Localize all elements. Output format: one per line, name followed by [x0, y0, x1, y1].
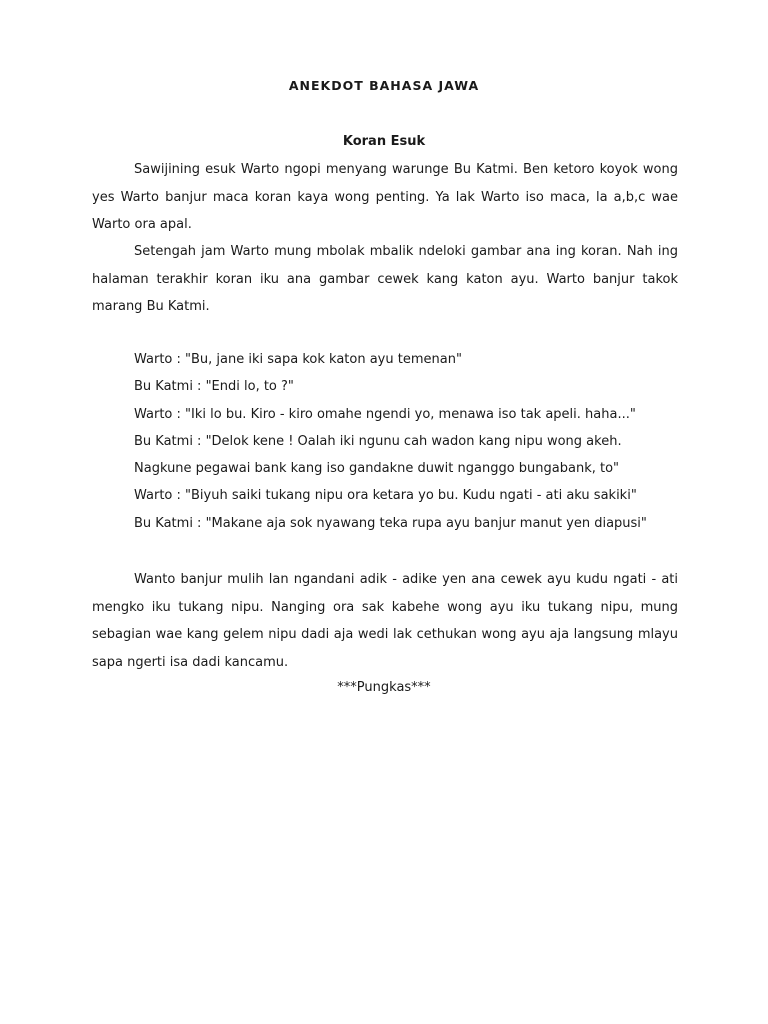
closing-text: ***Pungkas*** [337, 680, 431, 695]
dialog-line: Warto : "Bu, jane iki sapa kok katon ayu temenan" [134, 352, 462, 367]
dialog-line: Warto : "Biyuh saiki tukang nipu ora ketara yo bu. Kudu ngati - ati aku sakiki" [134, 488, 637, 504]
document-title: ANEKDOT BAHASA JAWA [288, 78, 480, 93]
paragraph-intro: Sawijining esuk Warto ngopi menyang warunge Bu Katmi. Ben ketoro koyok wong yes Warto banjur maca koran kaya wong penting. Ya lak Warto iso maca, la a,b,c wae Warto ora apal. [92, 162, 678, 232]
paragraph-second: Setengah jam Warto mung mbolak mbalik ndeloki gambar ana ing koran. Nah ing halaman terakhir koran iku ana gambar cewek kang katon ayu. Warto banjur takok marang Bu Katmi. [92, 244, 678, 314]
dialog-line: Bu Katmi : "Endi lo, to ?" [134, 379, 294, 395]
paragraph-final: Wanto banjur mulih lan ngandani adik - adike yen ana cewek ayu kudu ngati - ati mengko iku tukang nipu. Nanging ora sak kabehe wong ayu iku tukang nipu, mung sebagian wae kang gelem nipu dadi aja wedi lak cethukan wong ayu aja langsung mlayu sapa ngerti isa dadi kancamu. [92, 572, 678, 670]
dialog-line: Nagkune pegawai bank kang iso gandakne duwit nganggo bungabank, to" [134, 461, 620, 477]
dialog-list [134, 346, 694, 537]
dialog-line: Bu Katmi : "Delok kene ! Oalah iki ngunu cah wadon kang nipu wong akeh. [134, 433, 622, 449]
dialog-line: Bu Katmi : "Makane aja sok nyawang teka rupa ayu banjur manut yen diapusi" [134, 515, 647, 531]
dialog-line: Warto : "Iki lo bu. Kiro - kiro omahe ngendi yo, menawa iso tak apeli. haha..." [134, 406, 636, 422]
story-title: Koran Esuk [342, 134, 426, 149]
